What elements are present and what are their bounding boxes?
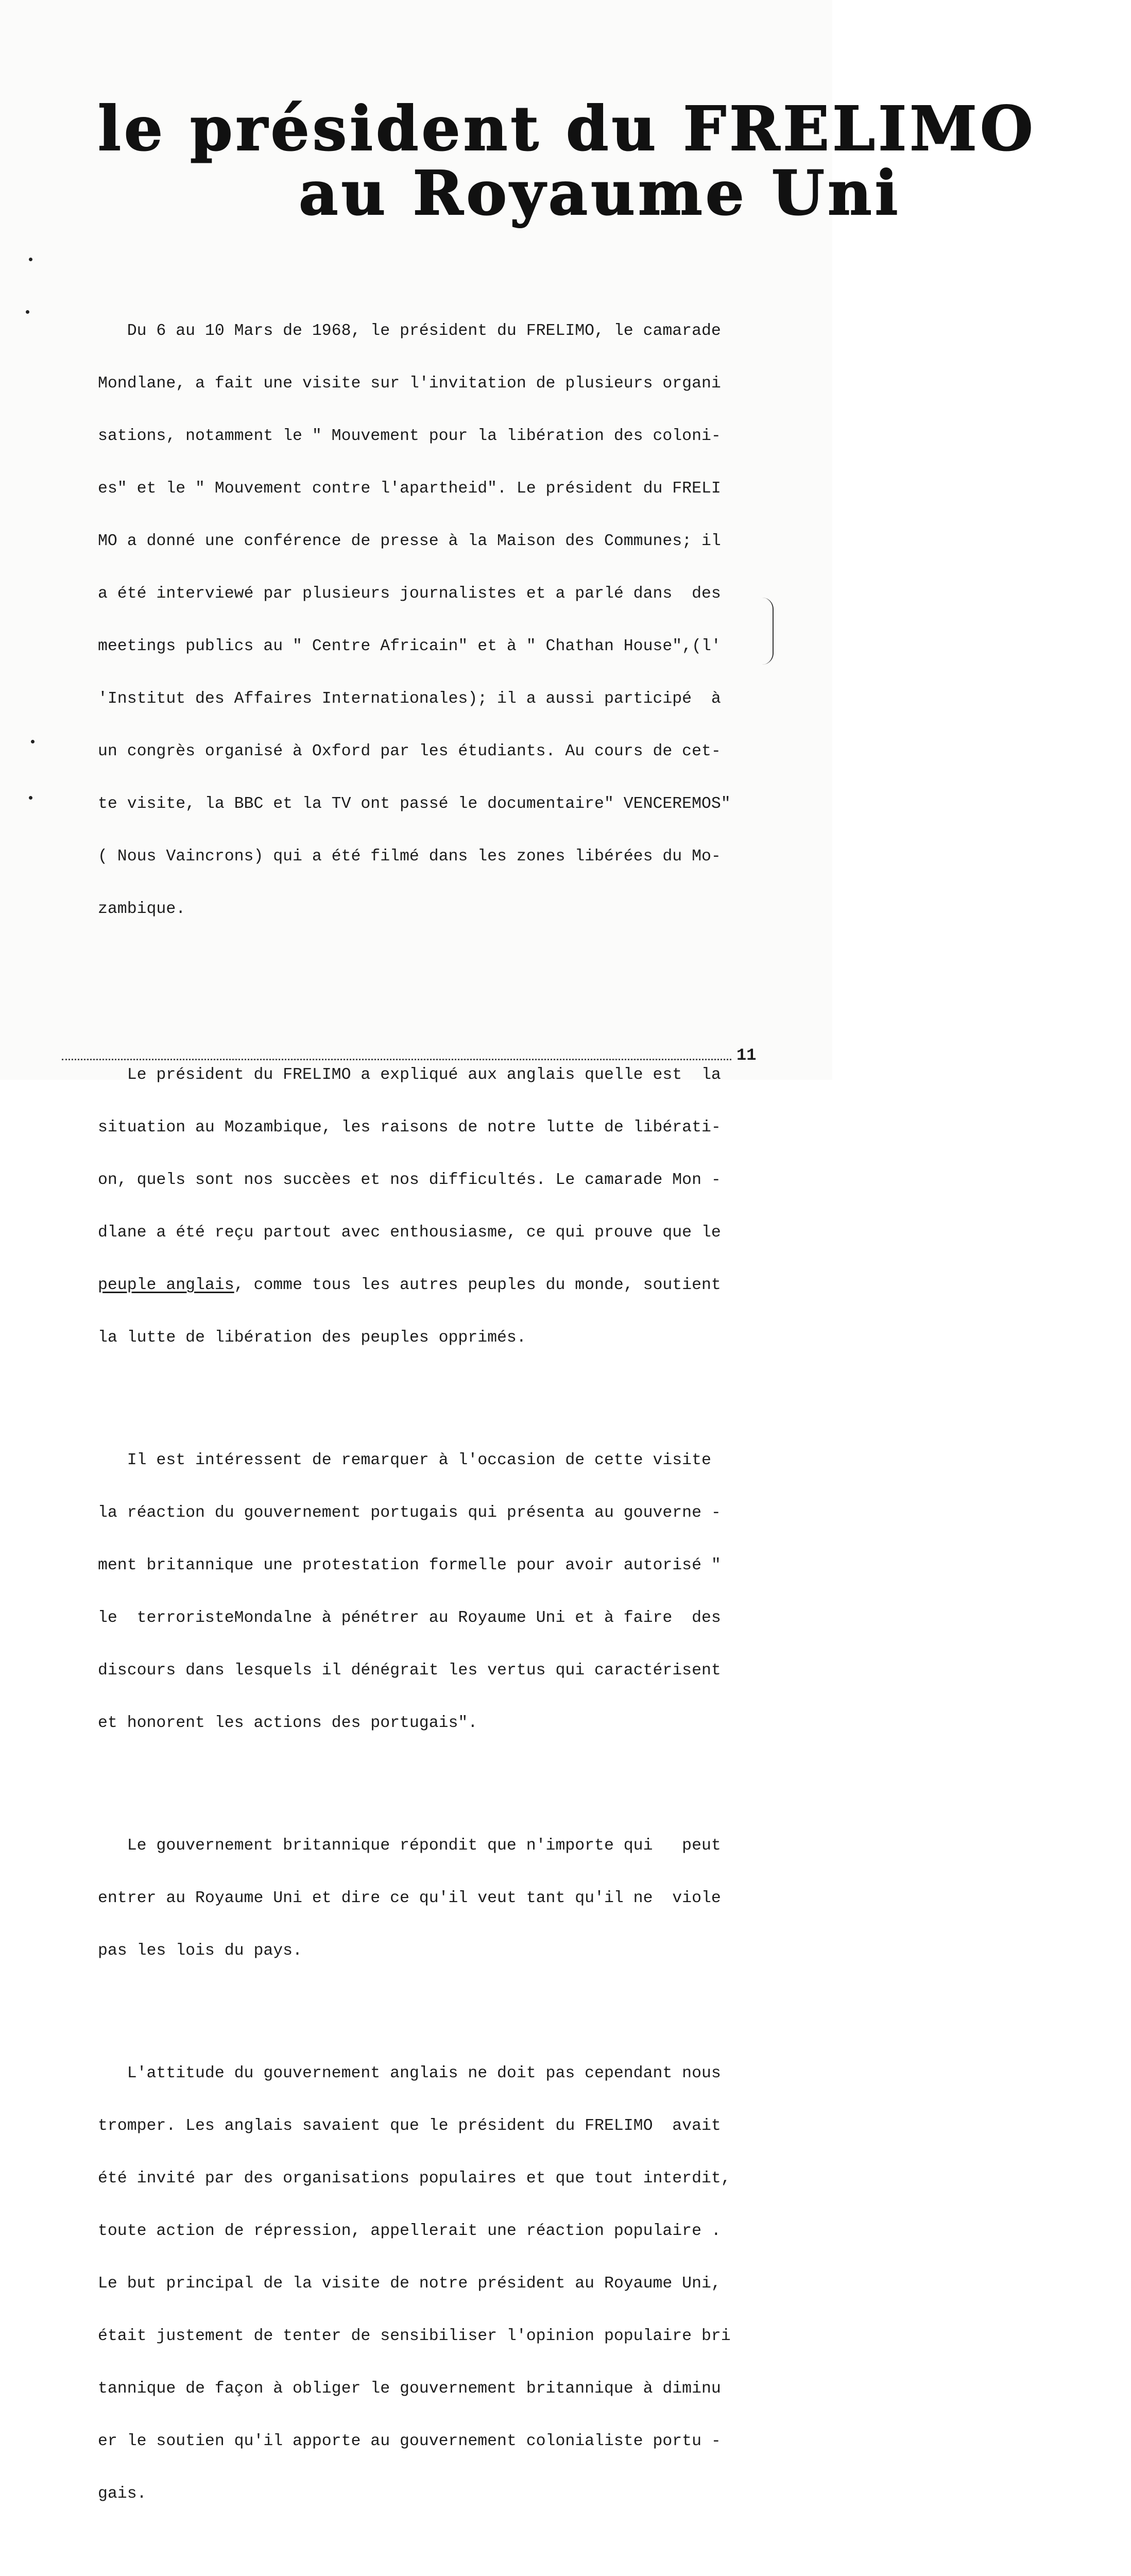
text-line: était justement de tenter de sensibiliser l'opinion populaire bri: [98, 2327, 731, 2345]
underlined-text: peuple anglais: [98, 1276, 234, 1294]
text-line: dlane a été reçu partout avec enthousiasme, ce qui prouve que le: [98, 1224, 721, 1242]
text-line: pas les lois du pays.: [98, 1942, 302, 1960]
page-number: 11: [736, 1046, 757, 1065]
text-line: Du 6 au 10 Mars de 1968, le président du FRELIMO, le camarade: [98, 322, 721, 340]
title-line-2: au Royaume Uni: [299, 157, 901, 229]
text-line: meetings publics au " Centre Africain" et à " Chathan House",(l': [98, 637, 721, 655]
article-body: [98, 252, 762, 2576]
text-line: la réaction du gouvernement portugais qui présenta au gouverne -: [98, 1504, 721, 1522]
text-line: es" et le " Mouvement contre l'apartheid". Le président du FRELI: [98, 480, 721, 498]
text-line: L'attitude du gouvernement anglais ne doit pas cependant nous: [98, 2064, 721, 2082]
text-line: gais.: [98, 2485, 147, 2503]
margin-mark: [26, 310, 29, 314]
text-line: tromper. Les anglais savaient que le président du FRELIMO avait: [98, 2117, 721, 2135]
text-line: et honorent les actions des portugais".: [98, 1714, 478, 1732]
text-line: MO a donné une conférence de presse à la Maison des Communes; il: [98, 532, 721, 550]
text-line: un congrès organisé à Oxford par les étudiants. Au cours de cet-: [98, 742, 721, 760]
text-line: le terroristeMondalne à pénétrer au Royaume Uni et à faire des: [98, 1609, 721, 1627]
text-line: entrer au Royaume Uni et dire ce qu'il veut tant qu'il ne viole: [98, 1889, 721, 1907]
text-line: sations, notamment le " Mouvement pour la libération des coloni-: [98, 427, 721, 445]
text-line: te visite, la BBC et la TV ont passé le documentaire" VENCEREMOS": [98, 795, 731, 813]
text-line: été invité par des organisations populaires et que tout interdit,: [98, 2170, 731, 2188]
text-line: zambique.: [98, 900, 186, 918]
text-line: Le but principal de la visite de notre président au Royaume Uni,: [98, 2275, 721, 2293]
margin-bracket: [762, 598, 774, 665]
margin-mark: [31, 740, 35, 743]
text-line: Mondlane, a fait une visite sur l'invitation de plusieurs organi: [98, 375, 721, 393]
text-line: Il est intéressent de remarquer à l'occasion de cette visite: [98, 1451, 711, 1469]
text-line: discours dans lesquels il dénégrait les vertus qui caractérisent: [98, 1662, 721, 1680]
text-line: peuple anglais, comme tous les autres peuples du monde, soutient: [98, 1276, 721, 1294]
text-line: situation au Mozambique, les raisons de notre lutte de libérati-: [98, 1118, 721, 1137]
paragraph-5: [98, 2030, 762, 2538]
title-line-1: le président du FRELIMO: [98, 93, 1036, 164]
text-line: la lutte de libération des peuples opprimés.: [98, 1329, 526, 1347]
text-line: ment britannique une protestation formelle pour avoir autorisé ": [98, 1556, 721, 1574]
paragraph-6: [98, 2573, 762, 2576]
margin-mark: [29, 796, 32, 800]
margin-mark: [29, 258, 32, 261]
paragraph-3: [98, 1417, 762, 1767]
paragraph-1: [98, 287, 762, 953]
text-line: a été interviewé par plusieurs journalistes et a parlé dans des: [98, 585, 721, 603]
paragraph-4: [98, 1802, 762, 1995]
text-line: 'Institut des Affaires Internationales); il a aussi participé à: [98, 690, 721, 708]
text-line: tannique de façon à obliger le gouvernement britannique à diminu: [98, 2380, 721, 2398]
text-line: toute action de répression, appellerait une réaction populaire .: [98, 2222, 721, 2240]
paragraph-2: [98, 1031, 762, 1382]
text-line: on, quels sont nos succèes et nos difficultés. Le camarade Mon -: [98, 1171, 721, 1189]
text-line: Le président du FRELIMO a expliqué aux anglais quelle est la: [98, 1066, 721, 1084]
text-line: er le soutien qu'il apporte au gouvernement colonialiste portu -: [98, 2432, 721, 2450]
text-line: ( Nous Vaincrons) qui a été filmé dans les zones libérées du Mo-: [98, 848, 721, 866]
text-line: Le gouvernement britannique répondit que n'importe qui peut: [98, 1837, 721, 1855]
footer-dotted-rule: [62, 1059, 731, 1060]
